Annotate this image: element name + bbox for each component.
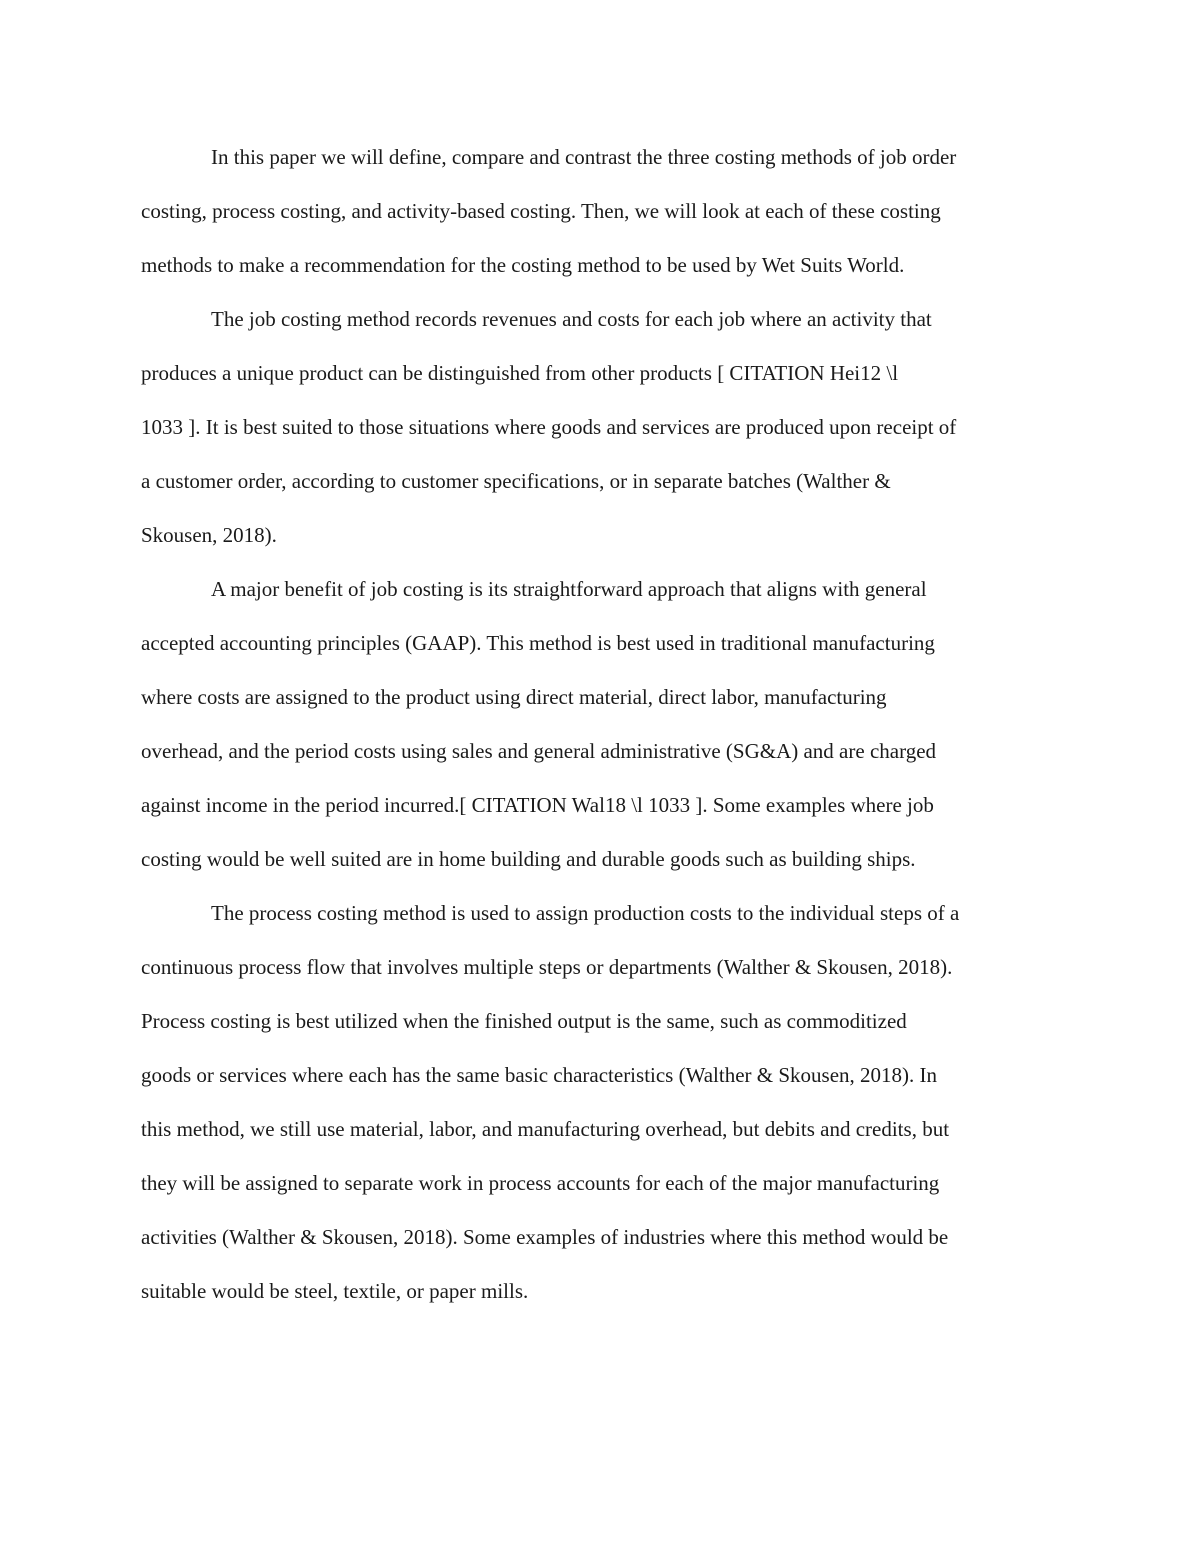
paragraph-3-line-3: where costs are assigned to the product using direct material, direct labor, manufacturing xyxy=(141,685,887,709)
paragraph-2-line-4: a customer order, according to customer specifications, or in separate batches (Walther & xyxy=(141,469,891,493)
paragraph-4-line-8: suitable would be steel, textile, or paper mills. xyxy=(141,1279,529,1303)
paragraph-4-line-4: goods or services where each has the same basic characteristics (Walther & Skousen, 2018). In xyxy=(141,1063,938,1087)
paragraph-2-line-5: Skousen, 2018). xyxy=(141,523,277,547)
paragraph-3-line-1: A major benefit of job costing is its straightforward approach that aligns with general xyxy=(211,577,927,601)
paragraph-3-line-6: costing would be well suited are in home building and durable goods such as building ships. xyxy=(141,847,916,871)
paragraph-1-line-2: costing, process costing, and activity-based costing. Then, we will look at each of these costing xyxy=(141,199,941,223)
paragraph-4-line-6: they will be assigned to separate work in process accounts for each of the major manufacturing xyxy=(141,1171,940,1195)
paragraph-1-line-3: methods to make a recommendation for the costing method to be used by Wet Suits World. xyxy=(141,253,905,277)
paragraph-2-line-1: The job costing method records revenues and costs for each job where an activity that xyxy=(211,307,932,331)
paragraph-3-line-5: against income in the period incurred.[ CITATION Wal18 \l 1033 ]. Some examples where job xyxy=(141,793,934,817)
paragraph-3-line-2: accepted accounting principles (GAAP). This method is best used in traditional manufacturing xyxy=(141,631,935,655)
paragraph-1-line-1: In this paper we will define, compare and contrast the three costing methods of job order xyxy=(211,145,957,169)
paragraph-4-line-3: Process costing is best utilized when the finished output is the same, such as commoditized xyxy=(141,1009,907,1033)
paragraph-4-line-7: activities (Walther & Skousen, 2018). Some examples of industries where this method would be xyxy=(141,1225,949,1249)
paragraph-2-line-3: 1033 ]. It is best suited to those situations where goods and services are produced upon receipt of xyxy=(141,415,957,439)
paragraph-4-line-2: continuous process flow that involves multiple steps or departments (Walther & Skousen, 2018). xyxy=(141,955,953,979)
paragraph-3-line-4: overhead, and the period costs using sales and general administrative (SG&A) and are charged xyxy=(141,739,937,763)
paragraph-2-line-2: produces a unique product can be distinguished from other products [ CITATION Hei12 \l xyxy=(141,361,899,385)
paragraph-4-line-5: this method, we still use material, labor, and manufacturing overhead, but debits and credits, but xyxy=(141,1117,950,1141)
paragraph-4-line-1: The process costing method is used to assign production costs to the individual steps of a xyxy=(211,901,960,925)
